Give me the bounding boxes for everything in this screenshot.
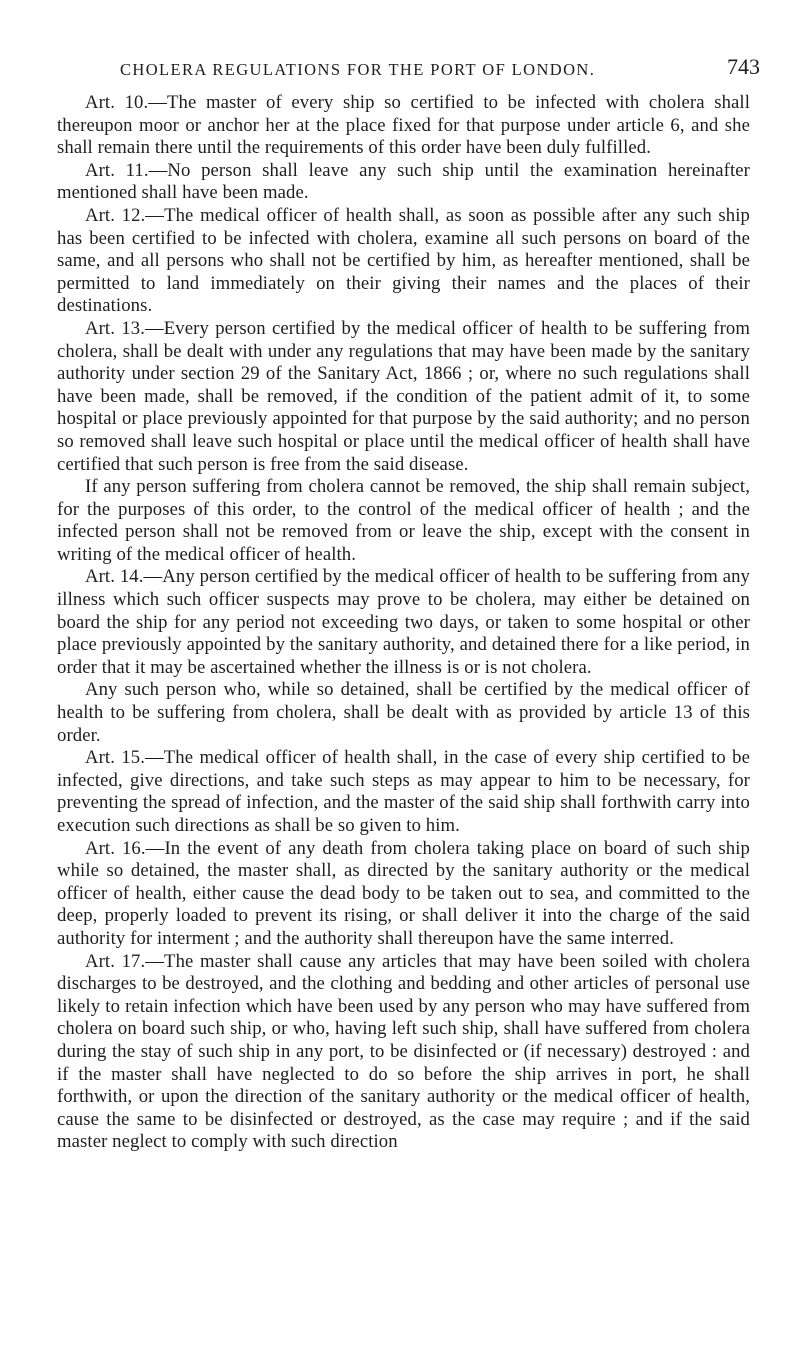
paragraph-art-13-continued: If any person suffering from cholera cannot be removed, the ship shall remain subject, for the purposes of this order, to the control of the medical officer of health ; and the infected person shall not be removed from or leave the ship, except with the consent in writing of the medical officer of health. (57, 476, 750, 565)
paragraph-art-15: Art. 15.—The medical officer of health shall, in the case of every ship certified to be infected, give directions, and take such steps as may appear to him to be necessary, for preventing the spread of infection, and the master of the said ship shall forthwith carry into execution such directions as shall be so given to him. (57, 747, 750, 836)
running-title: CHOLERA REGULATIONS FOR THE PORT OF LONDON. (120, 60, 596, 79)
paragraph-art-11: Art. 11.—No person shall leave any such ship until the examination hereinafter mentioned shall have been made. (57, 159, 750, 204)
running-head (120, 54, 770, 84)
paragraph-art-10: Art. 10.—The master of every ship so certified to be infected with cholera shall thereupon moor or anchor her at the place fixed for that purpose under article 6, and she shall remain there until the requirements of this order have been duly fulfilled. (57, 92, 750, 159)
paragraph-art-17: Art. 17.—The master shall cause any articles that may have been soiled with cholera discharges to be destroyed, and the clothing and bedding and other articles of personal use likely to retain infection which have been used by any person who may have suffered from cholera on board such ship, or who, having left such ship, shall have suffered from cholera during the stay of such ship in any port, to be disinfected or (if necessary) destroyed : and if the master shall have neglected to do so before the ship arrives in port, he shall forthwith, or upon the direction of the sanitary authority or the medical officer of health, cause the same to be disinfected or destroyed, as the case may require ; and if the said master neglect to comply with such direction (57, 950, 750, 1153)
paragraph-art-16: Art. 16.—In the event of any death from cholera taking place on board of such ship while so detained, the master shall, as directed by the sanitary authority or the medical officer of health, either cause the dead body to be taken out to sea, and committed to the deep, properly loaded to prevent its rising, or shall deliver it into the charge of the said authority for interment ; and the authority shall thereupon have the same interred. (57, 837, 750, 949)
paragraph-art-12: Art. 12.—The medical officer of health shall, as soon as possible after any such ship has been certified to be infected with cholera, examine all such persons on board of the same, and all persons who shall not be certified by him, as hereafter mentioned, shall be permitted to land immediately on their giving their names and the places of their destinations. (57, 204, 750, 317)
paragraph-art-14: Art. 14.—Any person certified by the medical officer of health to be suffering from any illness which such officer suspects may prove to be cholera, may either be detained on board the ship for any period not exceeding two days, or taken to some hospital or other place previously appointed by the sanitary authority, and detained there for a like period, in order that it may be ascertained whether the illness is or is not cholera. (57, 566, 750, 678)
body-text (57, 92, 750, 1154)
page-number: 743 (727, 54, 760, 79)
paragraph-art-14-continued: Any such person who, while so detained, shall be certified by the medical officer of health to be suffering from cholera, shall be dealt with as provided by article 13 of this order. (57, 679, 750, 746)
paragraph-art-13: Art. 13.—Every person certified by the medical officer of health to be suffering from cholera, shall be dealt with under any regulations that may have been made by the sanitary authority under section 29 of the Sanitary Act, 1866 ; or, where no such regulations shall have been made, shall be removed, if the condition of the patient admit of it, to some hospital or place previously appointed for that purpose by the said authority; and no person so removed shall leave such hospital or place until the medical officer of health shall have certified that such person is free from the said disease. (57, 317, 750, 475)
